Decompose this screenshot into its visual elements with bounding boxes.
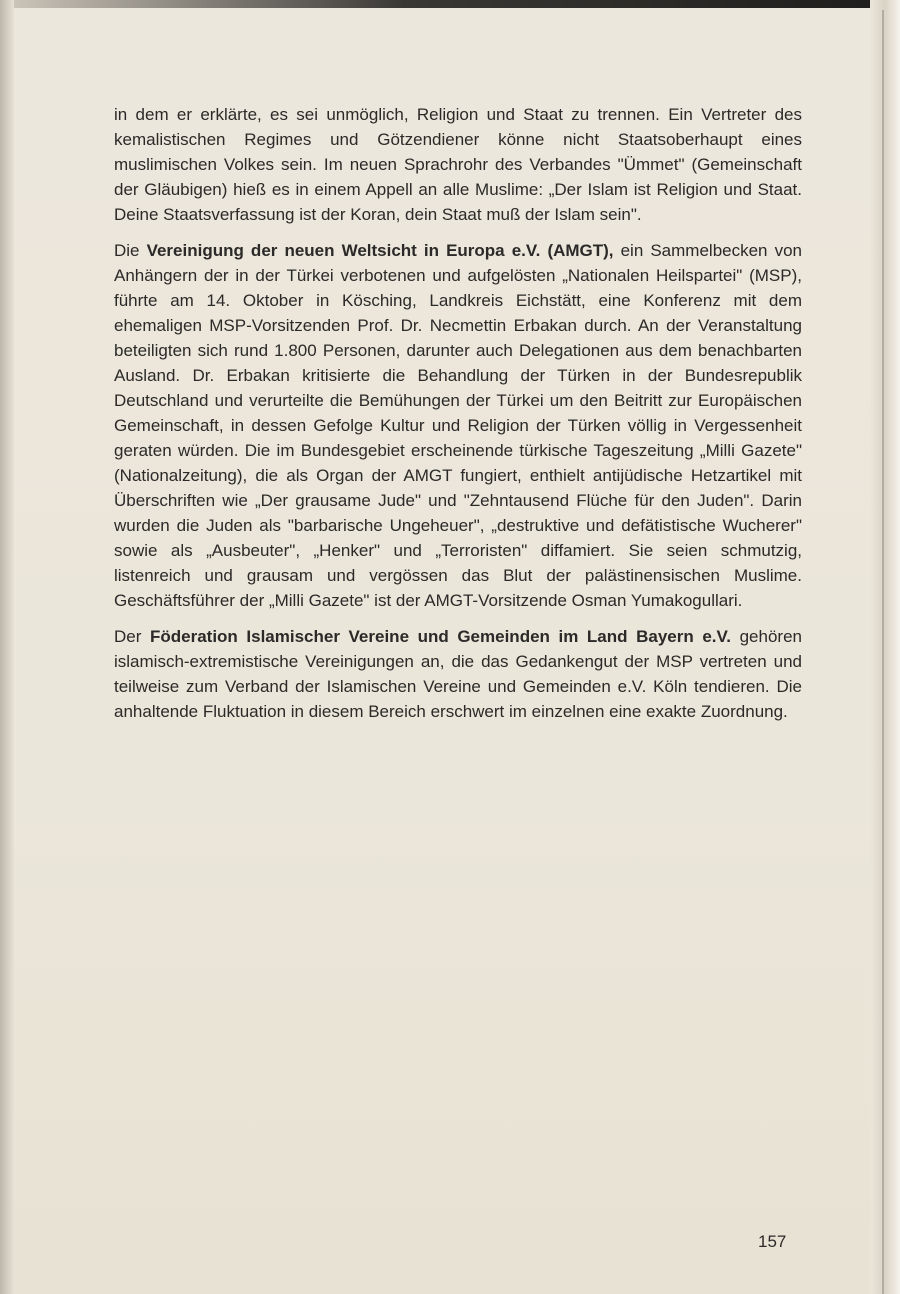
paragraph-2 — [114, 238, 802, 613]
paragraph-segment: ein Sammelbecken von Anhängern der in der Türkei verbotenen und aufgelösten „Nationalen Heilspartei" (MSP), führte am 14. Oktober in Kösching, Landkreis Eichstätt, eine Konferenz mit dem ehemaligen MSP-Vorsitzenden Prof. Dr. Necmettin Erbakan durch. An der Veranstaltung beteiligten sich rund 1.800 Personen, darunter auch Delegationen aus dem benachbarten Ausland. Dr. Erbakan kritisierte die Behandlung der Türken in der Bundesrepublik Deutschland und verurteilte die Bemühungen der Türkei um den Beitritt zur Europäischen Gemeinschaft, in dessen Gefolge Kultur und Religion der Türken völlig in Vergessenheit geraten würden. Die im Bundesgebiet erscheinende türkische Tageszeitung „Milli Gazete" (Nationalzeitung), die als Organ der AMGT fungiert, enthielt antijüdische Hetzartikel mit Überschriften wie „Der grausame Jude" und "Zehntausend Flüche für den Juden". Darin wurden die Juden als "barbarische Ungeheuer", „destruktive und defätistische Wucherer" sowie als „Ausbeuter", „Henker" und „Terroristen" diffamiert. Sie seien schmutzig, listenreich und grausam und vergössen das Blut der palästinensischen Muslime. Geschäftsführer der „Milli Gazete" ist der AMGT-Vorsitzende Osman Yumakogullari. — [114, 241, 802, 610]
organization-name-amgt: Vereinigung der neuen Weltsicht in Europa e.V. (AMGT), — [146, 241, 614, 260]
page-number: 157 — [758, 1232, 787, 1251]
page-binding-line — [882, 10, 884, 1294]
paragraph-1 — [114, 102, 802, 227]
paragraph-segment: gehören islamisch-extremistische Vereinigungen an, die das Gedankengut der MSP vertreten und teilweise zum Verband der Islamischen Vereine und Gemeinden e.V. Köln tendieren. Die anhaltende Fluktuation in diesem Bereich erschwert im einzelnen eine exakte Zuordnung. — [114, 627, 802, 721]
paragraph-segment: Die — [114, 241, 147, 260]
page-top-edge — [0, 0, 900, 8]
body-text — [114, 102, 802, 735]
page-left-edge — [0, 0, 14, 1294]
paragraph-3 — [114, 624, 802, 724]
page-right-edge — [870, 0, 900, 1294]
organization-name-foederation: Föderation Islamischer Vereine und Gemeinden im Land Bayern e.V. — [149, 627, 732, 646]
paragraph-segment: Der — [114, 627, 150, 646]
paragraph-segment: in dem er erklärte, es sei unmöglich, Religion und Staat zu trennen. Ein Vertreter des kemalistischen Regimes und Götzendiener könne nicht Staatsoberhaupt eines muslimischen Volkes sein. Im neuen Sprachrohr des Verbandes "Ümmet" (Gemeinschaft der Gläubigen) hieß es in einem Appell an alle Muslime: „Der Islam ist Religion und Staat. Deine Staatsverfassung ist der Koran, dein Staat muß der Islam sein". — [114, 105, 802, 224]
